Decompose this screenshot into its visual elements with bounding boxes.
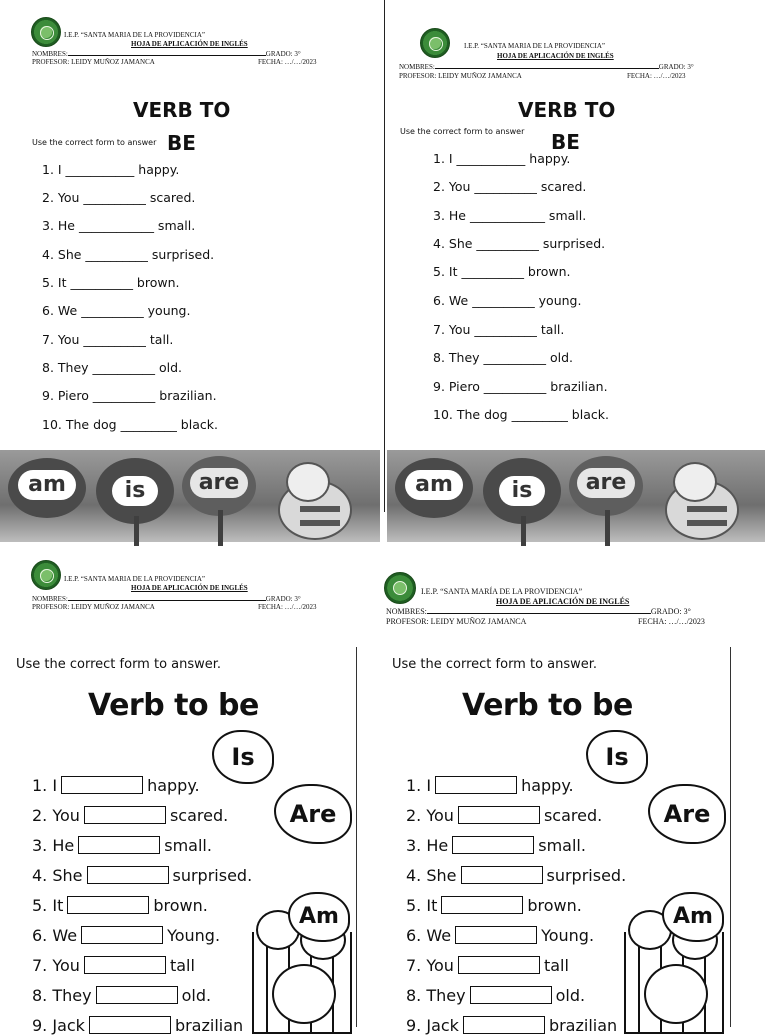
list-item: 4. She __________ surprised. bbox=[433, 236, 606, 251]
list-item: 3. He small. bbox=[406, 836, 586, 855]
list-item: 1. I ___________ happy. bbox=[433, 151, 571, 166]
answer-box[interactable] bbox=[470, 986, 552, 1004]
worksheet-bottom-right bbox=[384, 512, 768, 1035]
worksheet-header bbox=[385, 0, 769, 90]
answer-box[interactable] bbox=[463, 1016, 545, 1034]
list-item: 4. She __________ surprised. bbox=[42, 247, 215, 262]
list-item: 9. Jack brazilian bbox=[406, 1016, 618, 1035]
list-item: 9. Jack brazilian bbox=[32, 1016, 244, 1035]
sheet-title: HOJA DE APLICACIÓN DE INGLÉS bbox=[131, 40, 248, 48]
list-item: 6. We Young. bbox=[32, 926, 221, 945]
instruction-text: Use the correct form to answer. bbox=[392, 657, 598, 672]
list-item: 4. She surprised. bbox=[406, 866, 627, 885]
cloud-am-icon: Am bbox=[662, 892, 724, 942]
answer-box[interactable] bbox=[458, 806, 540, 824]
list-item: 10. The dog _________ black. bbox=[433, 407, 609, 422]
teacher-label: PROFESOR: LEIDY MUÑOZ JAMANCA bbox=[32, 603, 155, 611]
answer-box[interactable] bbox=[84, 806, 166, 824]
answer-box[interactable] bbox=[81, 926, 163, 944]
word-is: is bbox=[112, 476, 158, 506]
list-item: 2. You scared. bbox=[32, 806, 229, 825]
sheet-title: HOJA DE APLICACIÓN DE INGLÉS bbox=[497, 52, 614, 60]
names-label: NOMBRES: bbox=[399, 63, 435, 71]
list-item: 3. He ____________ small. bbox=[433, 208, 587, 223]
cloud-are-icon: Are bbox=[648, 784, 726, 844]
list-item: 2. You __________ scared. bbox=[42, 190, 196, 205]
list-item: 8. They __________ old. bbox=[42, 360, 183, 375]
worksheet-title: VERB TO bbox=[518, 98, 616, 122]
list-item: 5. It __________ brown. bbox=[42, 275, 180, 290]
worksheet-header bbox=[384, 512, 768, 632]
list-item: 6. We __________ young. bbox=[433, 293, 582, 308]
date-label: FECHA: …/…/2023 bbox=[258, 603, 317, 611]
worksheet-title: VERB TO bbox=[133, 98, 231, 122]
worksheet-title-be: BE bbox=[551, 130, 580, 154]
worksheet-top-right bbox=[384, 0, 769, 512]
cloud-am-icon: Am bbox=[288, 892, 350, 942]
worksheet-top-left bbox=[0, 0, 384, 512]
list-item: 2. You scared. bbox=[406, 806, 603, 825]
school-name: I.E.P. “SANTA MARIA DE LA PROVIDENCIA” bbox=[64, 575, 205, 583]
list-item: 2. You __________ scared. bbox=[433, 179, 587, 194]
list-item: 7. You __________ tall. bbox=[42, 332, 174, 347]
answer-box[interactable] bbox=[84, 956, 166, 974]
list-item: 7. You tall bbox=[406, 956, 569, 975]
names-label: NOMBRES: bbox=[32, 50, 68, 58]
list-item: 7. You tall bbox=[32, 956, 195, 975]
teacher-label: PROFESOR: LEIDY MUÑOZ JAMANCA bbox=[386, 617, 527, 626]
list-item: 8. They old. bbox=[406, 986, 586, 1005]
word-is: is bbox=[499, 476, 545, 506]
list-item: 10. The dog _________ black. bbox=[42, 417, 218, 432]
answer-box[interactable] bbox=[435, 776, 517, 794]
worksheet-bottom-left bbox=[0, 512, 384, 1035]
sheet-title: HOJA DE APLICACIÓN DE INGLÉS bbox=[496, 597, 630, 606]
list-item: 6. We Young. bbox=[406, 926, 595, 945]
list-item: 1. I happy. bbox=[32, 776, 200, 795]
date-label: FECHA: …/…/2023 bbox=[258, 58, 317, 66]
names-label: NOMBRES: bbox=[32, 595, 68, 603]
list-item: 1. I ___________ happy. bbox=[42, 162, 180, 177]
list-item: 7. You __________ tall. bbox=[433, 322, 565, 337]
list-item: 3. He small. bbox=[32, 836, 212, 855]
teacher-label: PROFESOR: LEIDY MUÑOZ JAMANCA bbox=[399, 72, 522, 80]
list-item: 9. Piero __________ brazilian. bbox=[42, 388, 217, 403]
cloud-are-icon: Are bbox=[274, 784, 352, 844]
school-name: I.E.P. “SANTA MARÍA DE LA PROVIDENCIA” bbox=[421, 587, 583, 596]
worksheet-title: Verb to be bbox=[88, 688, 259, 723]
date-label: FECHA: …/…/2023 bbox=[638, 617, 705, 626]
worksheet-title: Verb to be bbox=[462, 688, 633, 723]
answer-box[interactable] bbox=[67, 896, 149, 914]
answer-box[interactable] bbox=[78, 836, 160, 854]
list-item: 4. She surprised. bbox=[32, 866, 253, 885]
list-item: 5. It __________ brown. bbox=[433, 264, 571, 279]
answer-box[interactable] bbox=[455, 926, 537, 944]
worksheet-title-be: BE bbox=[167, 131, 196, 155]
word-are: are bbox=[190, 468, 248, 498]
answer-box[interactable] bbox=[452, 836, 534, 854]
grade-label: GRADO: 3° bbox=[265, 595, 301, 603]
list-item: 5. It brown. bbox=[406, 896, 582, 915]
list-item: 3. He ____________ small. bbox=[42, 218, 196, 233]
instruction-text: Use the correct form to answer. bbox=[16, 657, 222, 672]
grade-label: GRADO: 3° bbox=[658, 63, 694, 71]
list-item: 6. We __________ young. bbox=[42, 303, 191, 318]
grade-label: GRADO: 3° bbox=[265, 50, 301, 58]
list-item: 1. I happy. bbox=[406, 776, 574, 795]
worksheet-header bbox=[0, 512, 384, 622]
sheet-title: HOJA DE APLICACIÓN DE INGLÉS bbox=[131, 584, 248, 592]
names-line[interactable] bbox=[68, 594, 266, 601]
answer-box[interactable] bbox=[61, 776, 143, 794]
worksheet-header bbox=[0, 0, 384, 80]
answer-box[interactable] bbox=[89, 1016, 171, 1034]
list-item: 9. Piero __________ brazilian. bbox=[433, 379, 608, 394]
teacher-label: PROFESOR: LEIDY MUÑOZ JAMANCA bbox=[32, 58, 155, 66]
date-label: FECHA: …/…/2023 bbox=[627, 72, 686, 80]
list-item: 5. It brown. bbox=[32, 896, 208, 915]
word-am: am bbox=[18, 470, 76, 500]
instruction-text: Use the correct form to answer bbox=[400, 127, 525, 136]
school-name: I.E.P. “SANTA MARIA DE LA PROVIDENCIA” bbox=[464, 42, 605, 50]
answer-box[interactable] bbox=[461, 866, 543, 884]
names-line[interactable] bbox=[427, 607, 651, 614]
answer-box[interactable] bbox=[87, 866, 169, 884]
answer-box[interactable] bbox=[96, 986, 178, 1004]
cloud-is-icon: Is bbox=[212, 730, 274, 784]
word-are: are bbox=[577, 468, 635, 498]
names-label: NOMBRES: bbox=[386, 607, 427, 616]
list-item: 8. They old. bbox=[32, 986, 212, 1005]
names-line[interactable] bbox=[68, 49, 266, 56]
list-item: 8. They __________ old. bbox=[433, 350, 574, 365]
names-line[interactable] bbox=[435, 62, 659, 69]
school-name: I.E.P. “SANTA MARIA DE LA PROVIDENCIA” bbox=[64, 31, 205, 39]
instruction-text: Use the correct form to answer bbox=[32, 138, 157, 147]
cloud-is-icon: Is bbox=[586, 730, 648, 784]
answer-box[interactable] bbox=[441, 896, 523, 914]
answer-box[interactable] bbox=[458, 956, 540, 974]
word-am: am bbox=[405, 470, 463, 500]
grade-label: GRADO: 3° bbox=[650, 607, 691, 616]
